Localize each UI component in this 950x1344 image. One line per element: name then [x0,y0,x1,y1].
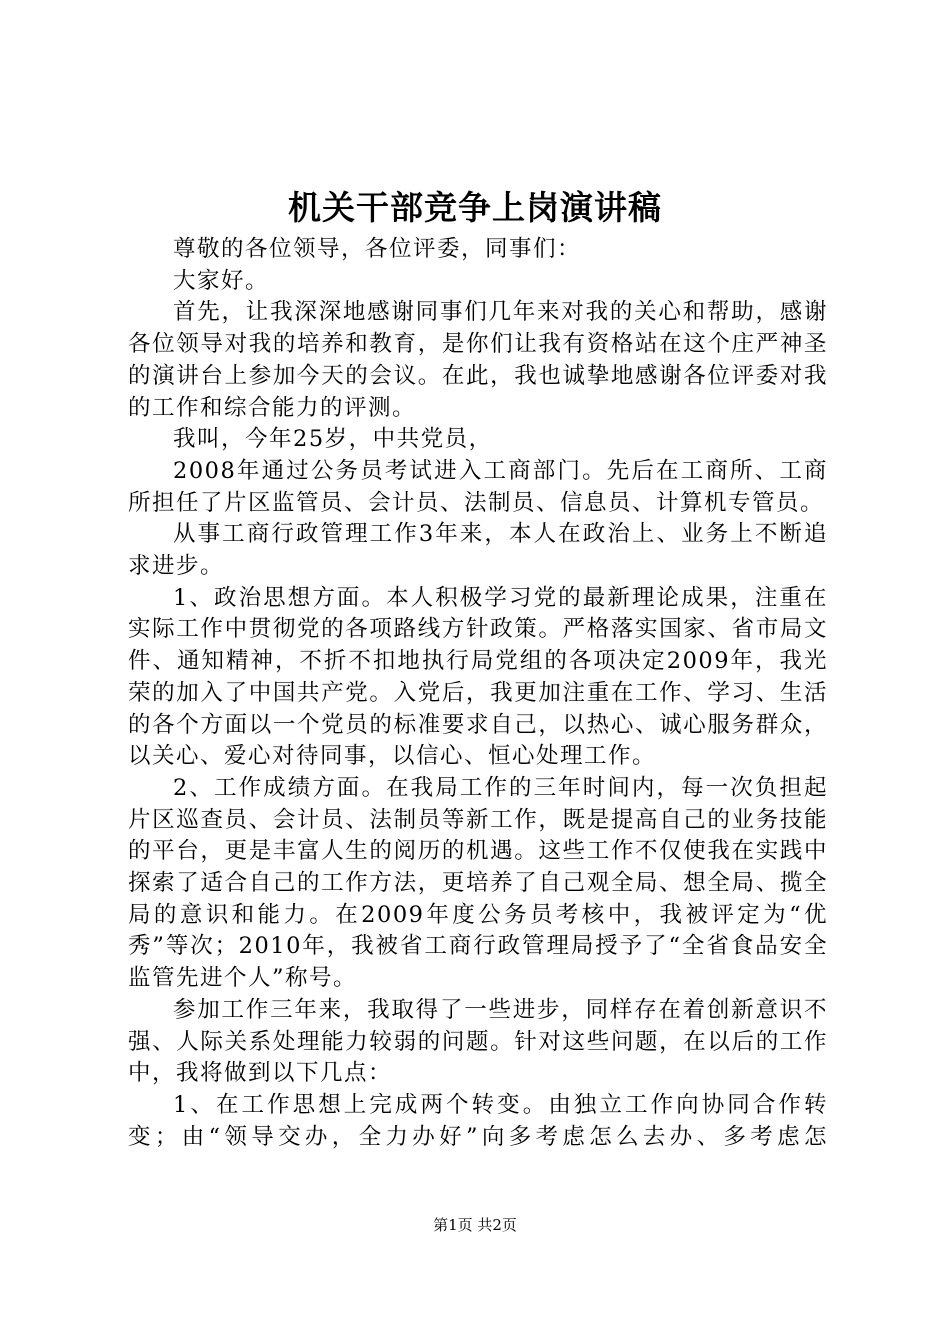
paragraph-career: 2008年通过公务员考试进入工商部门。先后在工商所、工商所担任了片区监管员、会计员、法制员、信息员、计算机专管员。 [128,457,828,516]
page-number-footer: 第1页 共2页 [433,1216,517,1234]
paragraph-shortcomings: 参加工作三年来，我取得了一些进步，同样存在着创新意识不强、人际关系处理能力较弱的问题。针对这些问题，在以后的工作中，我将做到以下几点： [128,996,828,1087]
paragraph-progress: 从事工商行政管理工作3年来，本人在政治上、业务上不断追求进步。 [128,521,828,580]
paragraph-work-achievements: 2、工作成绩方面。在我局工作的三年时间内，每一次负担起片区巡查员、会计员、法制员等新工作，既是提高自己的业务技能的平台，更是丰富人生的阅历的机遇。这些工作不仅使我在实践中探索了适合自己的工作方法，更培养了自己观全局、想全局、揽全局的意识和能力。在2009年度公务员考核中，我被评定为“优秀”等次；2010年，我被省工商行政管理局授予了“全省食品安全监管先进个人”称号。 [128,774,828,992]
paragraph-self-intro: 我叫，今年25岁，中共党员， [173,426,493,453]
document-title: 机关干部竞争上岗演讲稿 [288,188,662,227]
document-body [128,234,828,1153]
paragraph-plan-1: 1、在工作思想上完成两个转变。由独立工作向协同合作转变；由“领导交办，全力办好”向多考虑怎么去办、多考虑怎 [128,1091,828,1150]
paragraph-political: 1、政治思想方面。本人积极学习党的最新理论成果，注重在实际工作中贯彻党的各项路线方针政策。严格落实国家、省市局文件、通知精神，不折不扣地执行局党组的各项决定2009年，我光荣的加入了中国共产党。入党后，我更加注重在工作、学习、生活的各个方面以一个党员的标准要求自己，以热心、诚心服务群众，以关心、爱心对待同事，以信心、恒心处理工作。 [128,584,828,770]
paragraph-thanks: 首先，让我深深地感谢同事们几年来对我的关心和帮助，感谢各位领导对我的培养和教育，是你们让我有资格站在这个庄严神圣的演讲台上参加今天的会议。在此，我也诚挚地感谢各位评委对我的工作和综合能力的评测。 [128,299,828,421]
paragraph-salutation: 尊敬的各位领导，各位评委，同事们： [173,236,582,262]
paragraph-greeting: 大家好。 [173,267,270,294]
